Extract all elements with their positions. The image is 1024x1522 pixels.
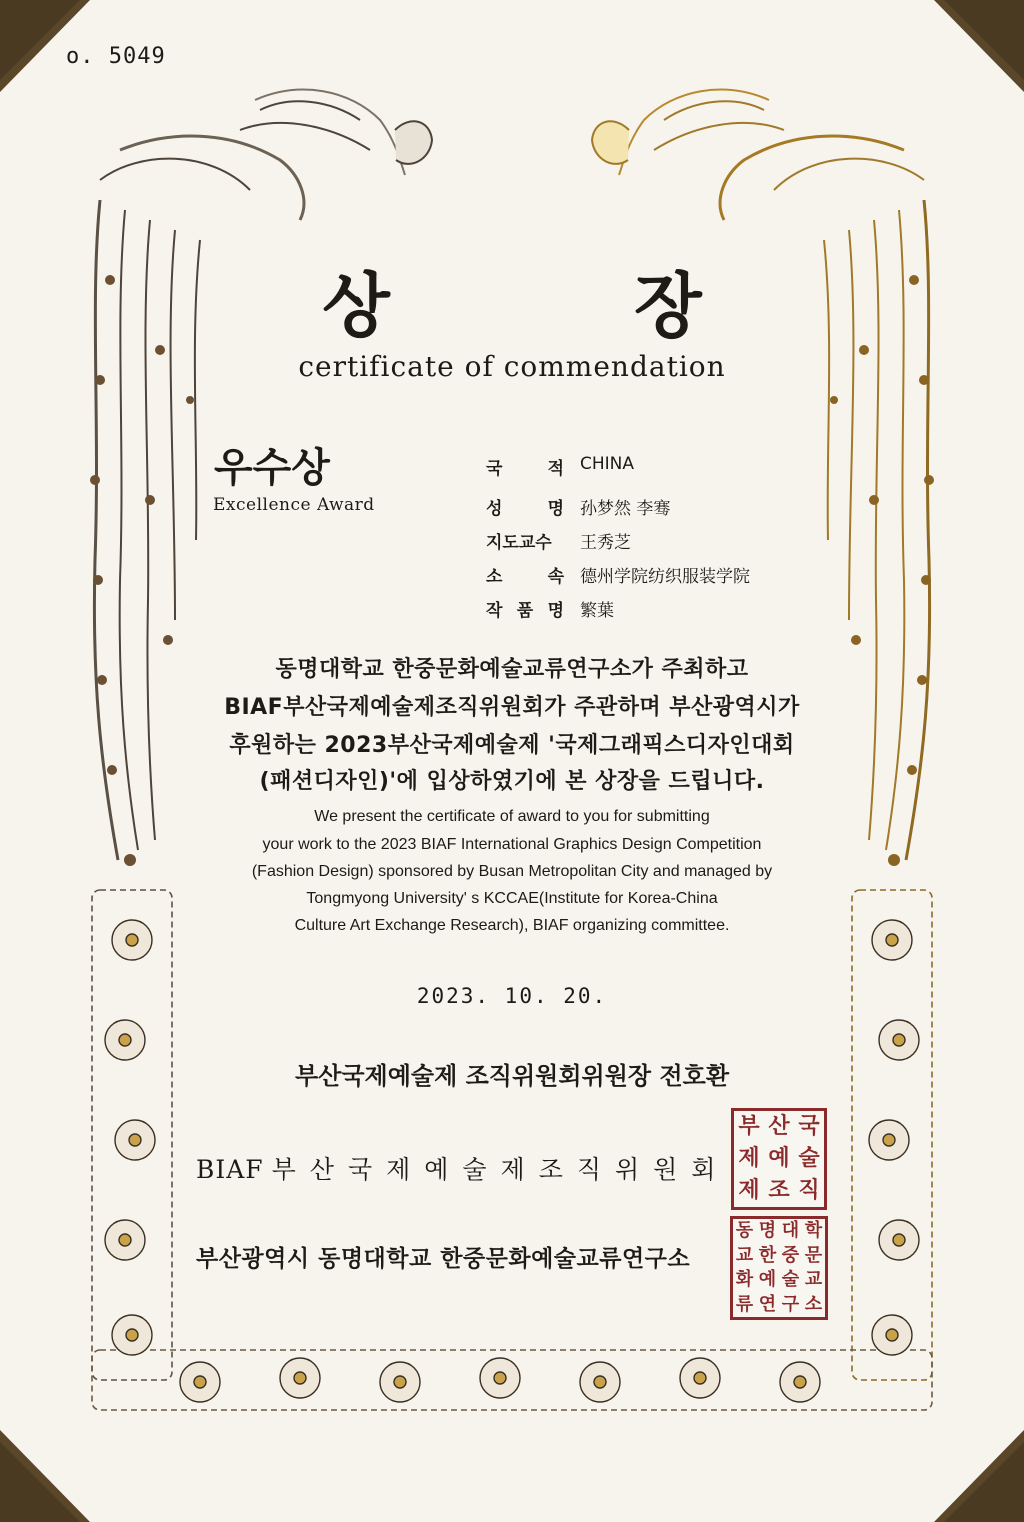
seal-char: 산 bbox=[768, 1114, 790, 1139]
seal-char: 구 bbox=[781, 1293, 800, 1315]
seal-char: 한 bbox=[758, 1244, 777, 1266]
seal-char: 문 bbox=[804, 1244, 823, 1266]
seal-char: 동 bbox=[735, 1220, 754, 1242]
body-korean-line: BIAF부산국제예술제조직위원회가 주관하며 부산광역시가 bbox=[224, 695, 800, 720]
seal-char: 제 bbox=[738, 1178, 760, 1203]
info-label-char: 작 bbox=[486, 601, 503, 621]
info-value-advisor: 王秀芝 bbox=[580, 533, 631, 553]
organization-1-korean: 부산국제예술제조직위원회 bbox=[271, 1155, 730, 1184]
info-value-name: 孙梦然 李骞 bbox=[580, 499, 671, 519]
award-name-korean: 우수상 bbox=[214, 445, 330, 491]
seal-stamp-organizing-committee bbox=[731, 1108, 827, 1210]
seal-char: 학 bbox=[804, 1220, 823, 1242]
body-english-line: Culture Art Exchange Research), BIAF organizing committee. bbox=[294, 917, 730, 934]
seal-char: 국 bbox=[798, 1114, 820, 1139]
seal-char: 예 bbox=[768, 1146, 790, 1171]
seal-char: 직 bbox=[798, 1178, 820, 1203]
corner-holder-bottom-left bbox=[0, 1442, 80, 1522]
info-label-char: 명 bbox=[547, 601, 564, 621]
info-value-work-title: 繁葉 bbox=[580, 601, 614, 621]
info-label-char: 명 bbox=[547, 499, 564, 519]
body-korean-line: (패션디자인)'에 입상하였기에 본 상장을 드립니다. bbox=[259, 769, 765, 794]
award-name-english: Excellence Award bbox=[213, 495, 375, 515]
organization-2: 부산광역시 동명대학교 한중문화예술교류연구소 bbox=[196, 1246, 691, 1272]
body-english-line: We present the certificate of award to you for submitting bbox=[314, 808, 710, 825]
organization-1-latin: BIAF bbox=[196, 1155, 264, 1184]
body-english-line: Tongmyong University' s KCCAE(Institute for Korea-China bbox=[306, 890, 718, 907]
seal-stamp-research-institute bbox=[730, 1216, 828, 1320]
seal-char: 화 bbox=[735, 1269, 754, 1291]
signer-title: 부산국제예술제 조직위원회위원장 전호환 bbox=[294, 1062, 730, 1090]
info-label-char: 품 bbox=[516, 601, 534, 621]
body-english-line: your work to the 2023 BIAF International Graphics Design Competition bbox=[262, 836, 762, 853]
info-label-advisor bbox=[486, 528, 564, 553]
seal-char: 술 bbox=[781, 1269, 800, 1291]
info-label-work-title bbox=[486, 596, 564, 621]
info-label-nationality bbox=[486, 454, 564, 479]
seal-char: 부 bbox=[738, 1114, 760, 1139]
info-label-text: 지도교수 bbox=[486, 533, 552, 553]
corner-holder-top-right bbox=[944, 0, 1024, 80]
info-value-nationality: CHINA bbox=[580, 454, 635, 474]
title-korean: 상 장 bbox=[322, 265, 812, 347]
corner-holder-bottom-right bbox=[944, 1442, 1024, 1522]
info-label-char: 소 bbox=[486, 567, 503, 587]
seal-char: 조 bbox=[768, 1178, 790, 1203]
info-label-char: 속 bbox=[547, 567, 564, 587]
info-label-char: 국 bbox=[486, 459, 503, 479]
seal-char: 예 bbox=[758, 1269, 777, 1291]
info-label-name bbox=[486, 494, 564, 519]
body-korean-line: 동명대학교 한중문화예술교류연구소가 주최하고 bbox=[275, 657, 749, 682]
seal-char: 연 bbox=[758, 1293, 777, 1315]
seal-char: 교 bbox=[804, 1269, 823, 1291]
body-english-line: (Fashion Design) sponsored by Busan Metropolitan City and managed by bbox=[251, 863, 773, 880]
info-label-char: 적 bbox=[547, 459, 564, 479]
seal-char: 대 bbox=[781, 1220, 800, 1242]
info-value-affiliation: 德州学院纺织服装学院 bbox=[580, 567, 750, 587]
seal-char: 류 bbox=[735, 1293, 754, 1315]
seal-char: 술 bbox=[798, 1146, 820, 1171]
title-english: certificate of commendation bbox=[298, 350, 726, 383]
seal-char: 명 bbox=[758, 1220, 777, 1242]
seal-char: 교 bbox=[735, 1244, 754, 1266]
info-label-affiliation bbox=[486, 562, 564, 587]
seal-char: 중 bbox=[781, 1244, 800, 1266]
seal-char: 제 bbox=[738, 1146, 760, 1171]
info-label-char: 성 bbox=[486, 499, 503, 519]
body-korean-line: 후원하는 2023부산국제예술제 '국제그래픽스디자인대회 bbox=[229, 733, 795, 758]
seal-char: 소 bbox=[804, 1293, 823, 1315]
issue-date: 2023. 10. 20. bbox=[416, 984, 608, 1008]
organization-1 bbox=[196, 1150, 729, 1186]
certificate-number: o. 5049 bbox=[66, 44, 166, 69]
